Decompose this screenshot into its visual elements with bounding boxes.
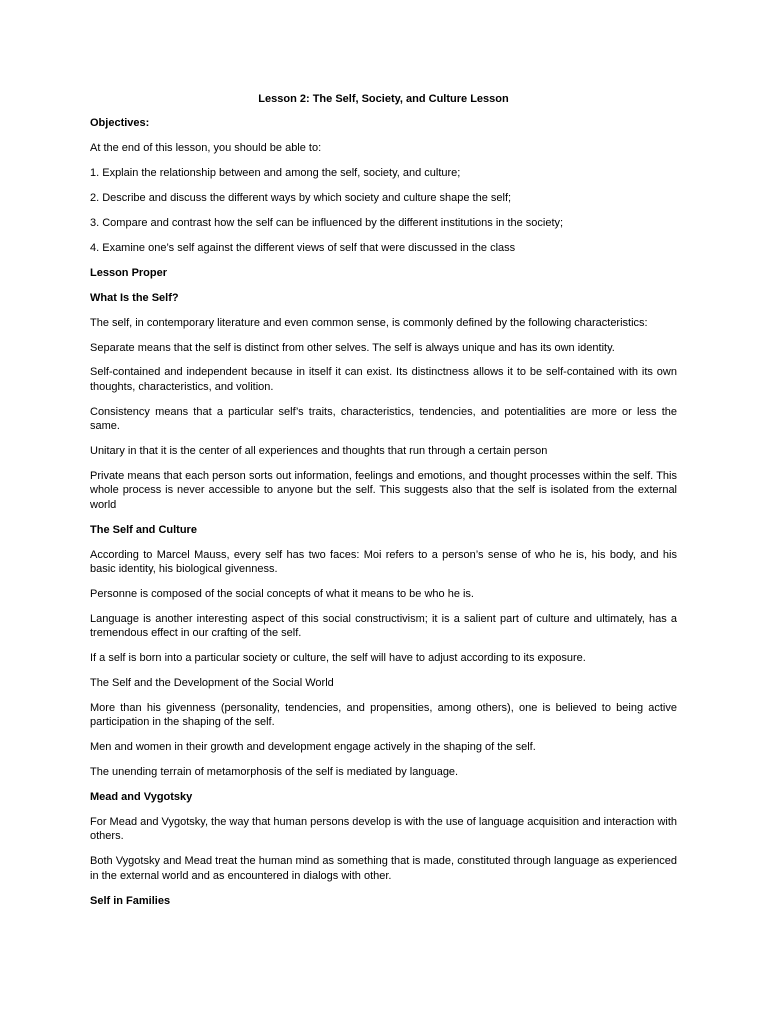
paragraph: Private means that each person sorts out information, feelings and emotions, and thought processes within the self. This whole process is never accessible to anyone but the self. This suggests also that the self is isolated from the external world (90, 470, 677, 511)
paragraph: Both Vygotsky and Mead treat the human mind as something that is made, constituted through language as experienced in the external world and as encountered in dialogs with other. (90, 855, 677, 882)
paragraph: Self-contained and independent because in itself it can exist. Its distinctness allows it to be self-contained with its own thoughts, characteristics, and volition. (90, 366, 677, 393)
section-heading-mead-vygotsky: Mead and Vygotsky (90, 791, 193, 804)
paragraph: The self, in contemporary literature and even common sense, is commonly defined by the following characteristics: (90, 316, 648, 329)
paragraph: Men and women in their growth and development engage actively in the shaping of the self. (90, 741, 536, 754)
paragraph: More than his givenness (personality, tendencies, and propensities, among others), one is believed to being active participation in the shaping of the self. (90, 701, 677, 729)
section-heading-self-culture: The Self and Culture (90, 523, 197, 536)
objective-item: 4. Examine one’s self against the different views of self that were discussed in the class (90, 241, 516, 254)
paragraph: Personne is composed of the social concepts of what it means to be who he is. (90, 587, 474, 600)
paragraph: Language is another interesting aspect of this social constructivism; it is a salient part of culture and ultimately, has a tremendous effect in our crafting of the self. (90, 612, 677, 640)
paragraph: For Mead and Vygotsky, the way that human persons develop is with the use of language acquisition and interaction with others. (90, 816, 678, 843)
paragraph: If a self is born into a particular society or culture, the self will have to adjust according to its exposure. (90, 652, 586, 665)
document-page (90, 92, 677, 919)
paragraph: The Self and the Development of the Social World (90, 677, 334, 690)
objectives-heading: Objectives: (90, 117, 150, 130)
paragraph: Unitary in that it is the center of all experiences and thoughts that run through a certain person (90, 445, 548, 458)
objective-item: 2. Describe and discuss the different ways by which society and culture shape the self; (90, 192, 512, 205)
section-heading-what-is-self: What Is the Self? (90, 291, 179, 304)
section-heading-self-families: Self in Families (90, 894, 171, 907)
objectives-intro: At the end of this lesson, you should be able to: (90, 142, 322, 155)
paragraph: Consistency means that a particular self’s traits, characteristics, tendencies, and potentialities are more or less the same. (90, 405, 677, 433)
paragraph: The unending terrain of metamorphosis of the self is mediated by language. (90, 766, 459, 779)
page-title: Lesson 2: The Self, Society, and Culture Lesson (258, 93, 509, 105)
paragraph: According to Marcel Mauss, every self has two faces: Moi refers to a person’s sense of who he is, his body, and his basic identity, his biological givenness. (90, 548, 677, 576)
paragraph: Separate means that the self is distinct from other selves. The self is always unique and has its own identity. (90, 341, 615, 354)
objective-item: 3. Compare and contrast how the self can be influenced by the different institutions in the society; (90, 217, 564, 230)
lesson-proper-heading: Lesson Proper (90, 266, 168, 279)
objective-item: 1. Explain the relationship between and among the self, society, and culture; (90, 167, 461, 180)
